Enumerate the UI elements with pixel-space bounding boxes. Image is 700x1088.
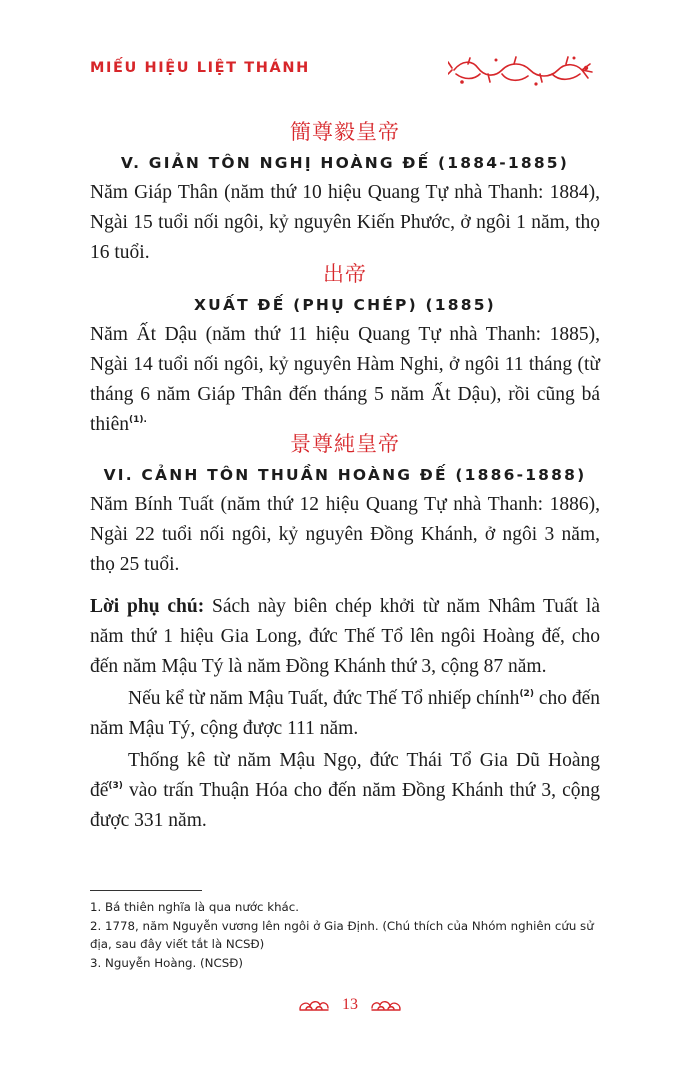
editor-note [90, 592, 600, 836]
note-paragraph-1 [90, 592, 600, 682]
section-heading: VI. CẢNH TÔN THUẦN HOÀNG ĐẾ (1886-1888) [103, 466, 587, 484]
footnote-2: 2. 1778, năm Nguyễn vương lên ngôi ở Gia Định. (Chú thích của Nhóm nghiên cứu sử địa, sau đây viết tắt là NCSĐ) [90, 918, 594, 951]
note-paragraph-3 [90, 746, 600, 836]
note-paragraph-2 [90, 684, 600, 744]
page-number: 13 [342, 996, 358, 1014]
note-text-2b: cho đến năm Mậu Tý, cộng được 111 năm. [90, 688, 601, 739]
footnote-3: 3. Nguyễn Hoàng. (NCSĐ) [90, 955, 243, 970]
dragon-ornament-icon [448, 52, 596, 90]
footnotes [90, 898, 610, 972]
section-heading: XUẤT ĐẾ (PHỤ CHÉP) (1885) [194, 296, 496, 314]
cloud-ornament-right-icon [370, 997, 402, 1013]
section-paragraph: Năm Bính Tuất (năm thứ 12 hiệu Quang Tự nhà Thanh: 1886), Ngài 22 tuổi nối ngôi, kỷ nguyên Đồng Khánh, ở ngôi 3 năm, thọ 25 tuổi. [90, 494, 600, 575]
note-label: Lời phụ chú: [90, 596, 205, 617]
note-text-2a: Nếu kể từ năm Mậu Tuất, đức Thế Tổ nhiếp chính [128, 688, 520, 709]
chinese-title: 簡尊毅皇帝 [290, 120, 400, 144]
note-text-3a: Thống kê từ năm Mậu Ngọ, đức Thái Tổ Gia Dũ Hoàng đế [90, 750, 600, 801]
section-paragraph [90, 320, 600, 440]
section-canh-ton [90, 428, 600, 580]
footnote-ref-2: (2) [519, 689, 534, 699]
paragraph-text: Năm Ất Dậu (năm thứ 11 hiệu Quang Tự nhà Thanh: 1885), Ngài 14 tuổi nối ngôi, kỷ nguyên Hàm Nghi, ở ngôi 11 tháng (từ tháng 6 năm Giáp Thân đến tháng 5 năm Ất Dậu), rồi cũng bá thiên [90, 324, 600, 435]
page-footer [0, 996, 700, 1014]
section-gian-ton [90, 116, 600, 268]
footnote-ref-1: (1). [129, 415, 147, 425]
footnote-1: 1. Bá thiên nghĩa là qua nước khác. [90, 900, 300, 914]
section-paragraph: Năm Giáp Thân (năm thứ 10 hiệu Quang Tự nhà Thanh: 1884), Ngài 15 tuổi nối ngôi, kỷ nguyên Kiến Phước, ở ngôi 1 năm, thọ 16 tuổi. [90, 182, 600, 263]
section-heading: V. GIẢN TÔN NGHỊ HOÀNG ĐẾ (1884-1885) [120, 154, 570, 172]
section-xuat-de [90, 258, 600, 440]
cloud-ornament-left-icon [298, 997, 330, 1013]
chinese-title: 出帝 [323, 262, 367, 286]
footnote-ref-3: (3) [108, 781, 123, 791]
footnote-divider [90, 890, 202, 891]
chinese-title: 景尊純皇帝 [290, 432, 400, 456]
running-head-title: MIẾU HIỆU LIỆT THÁNH [90, 60, 310, 76]
note-text-1: Sách này biên chép khởi từ năm Nhâm Tuất là năm thứ 1 hiệu Gia Long, đức Thế Tổ lên ngôi Hoàng đế, cho đến năm Mậu Tý là năm Đồng Khánh thứ 3, cộng 87 năm. [90, 596, 600, 677]
note-text-3b: vào trấn Thuận Hóa cho đến năm Đồng Khánh thứ 3, cộng được 331 năm. [90, 780, 600, 831]
